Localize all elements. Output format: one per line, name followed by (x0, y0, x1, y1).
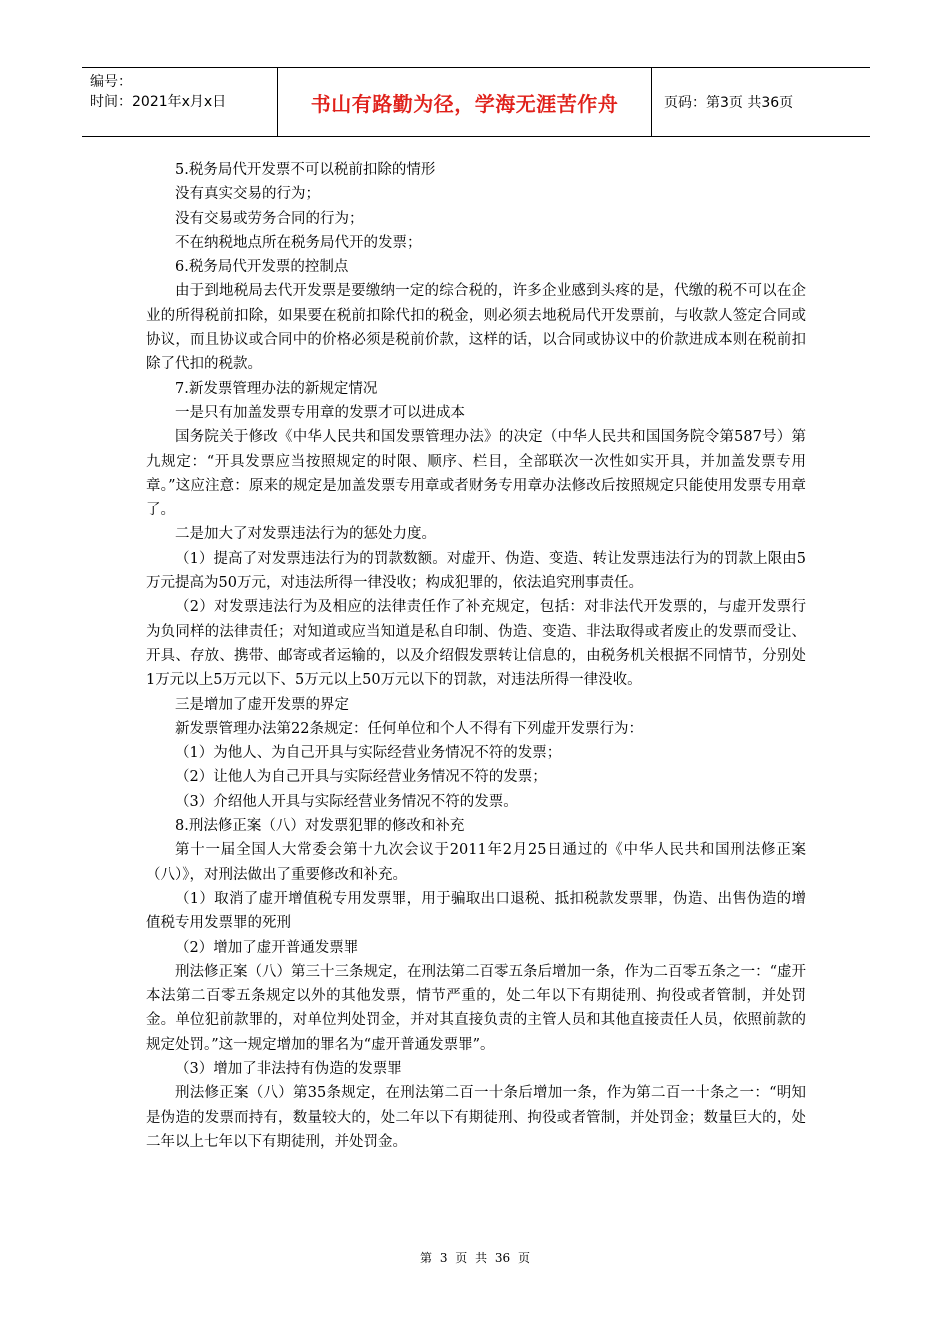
section-heading: 7.新发票管理办法的新规定情况 (175, 380, 378, 397)
page-header (82, 67, 870, 137)
body-paragraph: 刑法修正案（八）第三十三条规定，在刑法第二百零五条后增加一条，作为二百零五条之一：“虚开本法第二百零五条规定以外的其他发票，情节严重的，处二年以下有期徒刑、拘役或者管制，并处罚金。单位犯前款罪的，对单位判处罚金，并对其直接负责的主管人员和其他直接责任人员，依照前款的规定处罚。”这一规定增加的罪名为“虚开普通发票罪”。 (146, 963, 806, 1053)
list-item: （1）为他人、为自己开具与实际经营业务情况不符的发票； (175, 745, 562, 762)
body-paragraph: 由于到地税局去代开发票是要缴纳一定的综合税的，许多企业感到头疼的是，代缴的税不可以在企业的所得税前扣除，如果要在税前扣除代扣的税金，则必须去地税局代开发票前，与收款人签定合同或协议，而且协议或合同中的价格必须是税前价款，这样的话，以合同或协议中的价款进成本则在税前扣除了代扣的税款。 (146, 283, 806, 373)
subsection-heading: 三是增加了虚开发票的界定 (175, 696, 349, 713)
body-paragraph: 不在纳税地点所在税务局代开的发票； (175, 234, 422, 251)
subsection-heading: 一是只有加盖发票专用章的发票才可以进成本 (175, 404, 465, 421)
document-body (146, 158, 806, 1154)
subsection-heading: 二是加大了对发票违法行为的惩处力度。 (175, 526, 436, 543)
header-motto: 书山有路勤为径，学海无涯苦作舟 (278, 68, 652, 136)
body-paragraph: （2）对发票违法行为及相应的法律责任作了补充规定，包括：对非法代开发票的，与虚开发票行为负同样的法律责任；对知道或应当知道是私自印制、伪造、变造、非法取得或者废止的发票而受让、开具、存放、携带、邮寄或者运输的，以及介绍假发票转让信息的，由税务机关根据不同情节，分别处1万元以上5万元以下、5万元以上50万元以下的罚款，对违法所得一律没收。 (146, 599, 806, 689)
section-heading: 6.税务局代开发票的控制点 (175, 259, 349, 276)
document-number-label: 编号： (90, 74, 132, 90)
body-paragraph: （1）提高了对发票违法行为的罚款数额。对虚开、伪造、变造、转让发票违法行为的罚款上限由5万元提高为50万元，对违法所得一律没收；构成犯罪的，依法追究刑事责任。 (146, 550, 806, 592)
section-heading: 8.刑法修正案（八）对发票犯罪的修改和补充 (175, 818, 465, 835)
body-paragraph: 国务院关于修改《中华人民共和国发票管理办法》的决定（中华人民共和国国务院令第587号）第九规定：“开具发票应当按照规定的时限、顺序、栏目，全部联次一次性如实开具，并加盖发票专用章。”这应注意：原来的规定是加盖发票专用章或者财务专用章办法修改后按照规定只能使用发票专用章了。 (146, 429, 806, 519)
page-footer: 第 3 页 共 36 页 (420, 1251, 530, 1265)
body-paragraph: 新发票管理办法第22条规定：任何单位和个人不得有下列虚开发票行为： (175, 720, 643, 737)
subsection-heading: （2）增加了虚开普通发票罪 (175, 939, 359, 956)
header-page-code: 页码：第3页 共36页 (664, 95, 794, 111)
section-heading: 5.税务局代开发票不可以税前扣除的情形 (175, 162, 436, 178)
body-paragraph: 没有真实交易的行为； (175, 186, 320, 203)
list-item: （2）让他人为自己开具与实际经营业务情况不符的发票； (175, 769, 547, 786)
body-paragraph: 刑法修正案（八）第35条规定，在刑法第二百一十条后增加一条，作为第二百一十条之一：“明知是伪造的发票而持有，数量较大的，处二年以下有期徒刑、拘役或者管制，并处罚金；数量巨大的，处二年以上七年以下有期徒刑，并处罚金。 (146, 1085, 806, 1150)
list-item: （3）介绍他人开具与实际经营业务情况不符的发票。 (175, 793, 518, 810)
body-paragraph: （1）取消了虚开增值税专用发票罪，用于骗取出口退税、抵扣税款发票罪，伪造、出售伪造的增值税专用发票罪的死刑 (146, 890, 806, 932)
header-meta (82, 68, 278, 136)
body-paragraph: 第十一届全国人大常委会第十九次会议于2011年2月25日通过的《中华人民共和国刑法修正案（八）》，对刑法做出了重要修改和补充。 (146, 842, 806, 883)
document-date-label: 时间：2021年x月x日 (90, 94, 227, 110)
subsection-heading: （3）增加了非法持有伪造的发票罪 (175, 1060, 402, 1077)
body-paragraph: 没有交易或劳务合同的行为； (175, 210, 364, 227)
